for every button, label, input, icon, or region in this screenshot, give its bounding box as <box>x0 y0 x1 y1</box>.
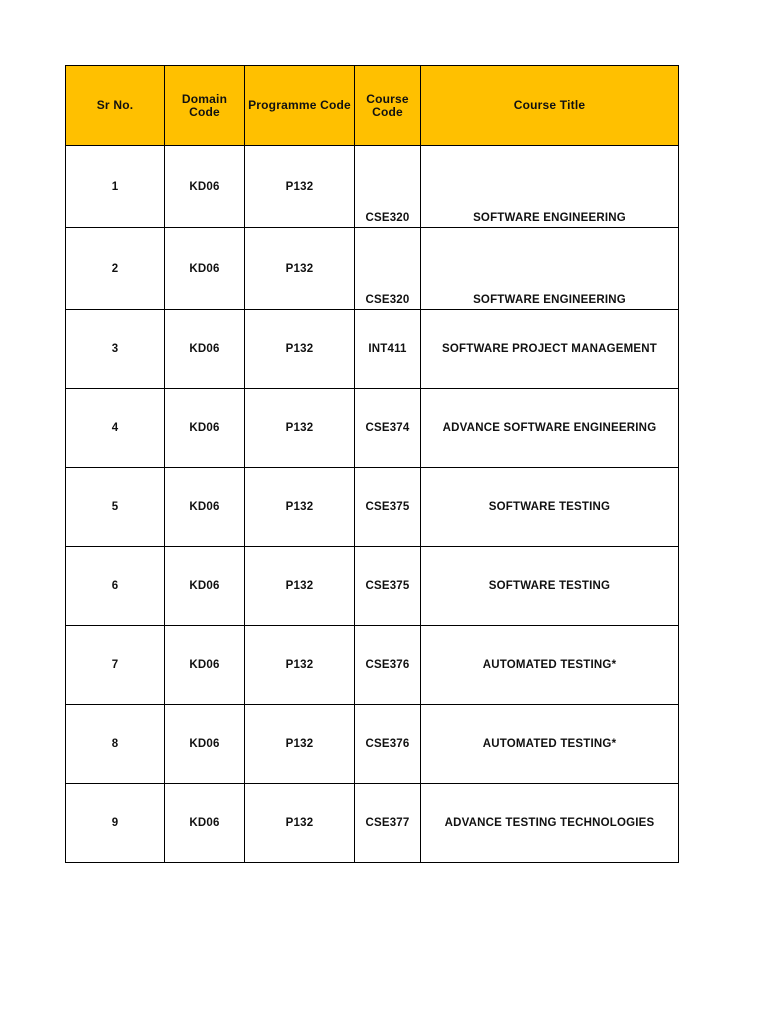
cell-course-title: SOFTWARE ENGINEERING <box>421 228 679 310</box>
cell-course-title: SOFTWARE TESTING <box>421 547 679 626</box>
header-programme-code <box>245 66 355 146</box>
cell-course-code: CSE374 <box>355 389 421 468</box>
header-course-code <box>355 66 421 146</box>
cell-sr: 5 <box>66 468 165 547</box>
cell-programme: P132 <box>245 705 355 784</box>
cell-domain: KD06 <box>165 705 245 784</box>
cell-course-code: CSE377 <box>355 784 421 863</box>
header-course-code-line2: Code <box>372 104 403 119</box>
cell-domain: KD06 <box>165 146 245 228</box>
cell-course-code: CSE375 <box>355 468 421 547</box>
header-course-title-label: Course Title <box>513 98 586 112</box>
header-sr-no-label: Sr No. <box>96 98 134 112</box>
header-sr-no <box>66 66 165 146</box>
table-row <box>66 310 679 389</box>
course-table <box>65 65 679 863</box>
cell-programme: P132 <box>245 228 355 310</box>
cell-sr: 2 <box>66 228 165 310</box>
table-row <box>66 784 679 863</box>
table-row <box>66 547 679 626</box>
cell-course-title: SOFTWARE TESTING <box>421 468 679 547</box>
cell-course-title: SOFTWARE ENGINEERING <box>421 146 679 228</box>
cell-course-code: CSE320 <box>355 228 421 310</box>
table-row <box>66 705 679 784</box>
cell-domain: KD06 <box>165 784 245 863</box>
cell-course-title: ADVANCE SOFTWARE ENGINEERING <box>421 389 679 468</box>
cell-domain: KD06 <box>165 310 245 389</box>
cell-sr: 3 <box>66 310 165 389</box>
table-row <box>66 389 679 468</box>
cell-programme: P132 <box>245 146 355 228</box>
cell-sr: 4 <box>66 389 165 468</box>
cell-programme: P132 <box>245 784 355 863</box>
header-course-code-line1: Course <box>366 91 409 106</box>
table-row <box>66 228 679 310</box>
header-programme-code-label: Programme Code <box>248 98 351 112</box>
table-row <box>66 146 679 228</box>
cell-programme: P132 <box>245 310 355 389</box>
cell-domain: KD06 <box>165 468 245 547</box>
cell-course-code: CSE376 <box>355 705 421 784</box>
cell-sr: 7 <box>66 626 165 705</box>
table-body <box>66 146 679 863</box>
header-domain-code <box>165 66 245 146</box>
header-course-title <box>421 66 679 146</box>
cell-course-code: CSE320 <box>355 146 421 228</box>
cell-sr: 8 <box>66 705 165 784</box>
cell-domain: KD06 <box>165 626 245 705</box>
header-domain-code-line1: Domain <box>181 91 228 106</box>
cell-course-title: AUTOMATED TESTING* <box>421 705 679 784</box>
cell-course-code: CSE375 <box>355 547 421 626</box>
cell-sr: 1 <box>66 146 165 228</box>
cell-course-title: AUTOMATED TESTING* <box>421 626 679 705</box>
cell-programme: P132 <box>245 547 355 626</box>
table-header <box>66 66 679 146</box>
cell-domain: KD06 <box>165 228 245 310</box>
header-domain-code-line2: Code <box>189 104 220 119</box>
cell-programme: P132 <box>245 626 355 705</box>
cell-course-code: INT411 <box>355 310 421 389</box>
cell-course-title: ADVANCE TESTING TECHNOLOGIES <box>421 784 679 863</box>
header-row <box>66 66 679 146</box>
cell-course-title: SOFTWARE PROJECT MANAGEMENT <box>421 310 679 389</box>
cell-sr: 9 <box>66 784 165 863</box>
cell-domain: KD06 <box>165 389 245 468</box>
cell-course-code: CSE376 <box>355 626 421 705</box>
table-row <box>66 626 679 705</box>
cell-programme: P132 <box>245 389 355 468</box>
cell-programme: P132 <box>245 468 355 547</box>
cell-sr: 6 <box>66 547 165 626</box>
table-row <box>66 468 679 547</box>
cell-domain: KD06 <box>165 547 245 626</box>
